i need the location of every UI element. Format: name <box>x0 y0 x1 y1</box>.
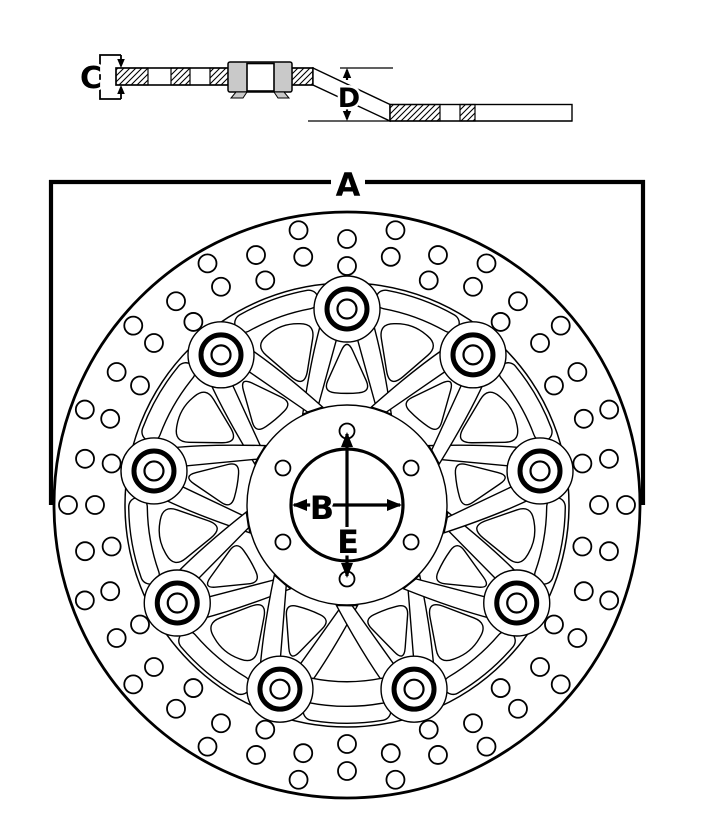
float-button-hole <box>507 594 526 613</box>
drill-hole <box>294 248 312 266</box>
drill-hole <box>429 246 447 264</box>
drill-hole <box>184 679 202 697</box>
drill-hole <box>76 542 94 560</box>
drill-hole <box>573 538 591 556</box>
drill-hole <box>247 746 265 764</box>
drill-hole <box>338 762 356 780</box>
drill-hole <box>464 278 482 296</box>
drill-hole <box>382 248 400 266</box>
drill-hole <box>573 455 591 473</box>
drill-hole <box>575 410 593 428</box>
drill-hole <box>199 254 217 272</box>
drill-hole <box>59 496 77 514</box>
dim-label-e: E <box>337 523 359 561</box>
rivet-foot <box>274 92 289 98</box>
drill-hole <box>338 230 356 248</box>
drill-hole <box>212 714 230 732</box>
bolt-hole <box>275 535 290 550</box>
drill-hole <box>492 313 510 331</box>
dim-label-a: A <box>335 166 361 204</box>
cross-section-view <box>80 55 572 121</box>
drill-hole <box>552 675 570 693</box>
drill-hole <box>617 496 635 514</box>
drill-hole <box>492 679 510 697</box>
float-button-hole <box>405 680 424 699</box>
hatch-segment <box>460 105 475 122</box>
bolt-hole <box>404 535 419 550</box>
hatch-segment <box>210 68 228 85</box>
bolt-hole <box>275 461 290 476</box>
drill-hole <box>420 721 438 739</box>
drill-hole <box>568 629 586 647</box>
drill-hole <box>145 658 163 676</box>
drill-hole <box>382 744 400 762</box>
drill-hole <box>167 700 185 718</box>
arrowhead-icon <box>117 85 125 94</box>
drill-hole <box>131 377 149 395</box>
drill-hole <box>290 771 308 789</box>
drill-hole <box>338 735 356 753</box>
drill-hole <box>199 738 217 756</box>
rivet-foot <box>231 92 247 98</box>
drill-hole <box>478 254 496 272</box>
drill-hole <box>509 292 527 310</box>
drill-hole <box>101 410 119 428</box>
drill-hole <box>509 700 527 718</box>
drill-hole <box>108 363 126 381</box>
drill-hole <box>76 450 94 468</box>
drill-hole <box>552 317 570 335</box>
arrowhead-icon <box>117 59 125 68</box>
drill-hole <box>101 582 119 600</box>
arrowhead-icon <box>343 68 351 78</box>
drill-hole <box>531 334 549 352</box>
hatch-segment <box>292 68 313 85</box>
carrier-slot <box>313 711 382 714</box>
drill-hole <box>131 616 149 634</box>
bolt-hole <box>404 461 419 476</box>
drill-hole <box>76 591 94 609</box>
drill-hole <box>531 658 549 676</box>
float-button-hole <box>338 300 357 319</box>
rivet-bore <box>247 64 274 92</box>
float-button-hole <box>531 461 550 480</box>
drill-hole <box>429 746 447 764</box>
drill-hole <box>290 221 308 239</box>
float-button-hole <box>168 594 187 613</box>
drill-hole <box>386 771 404 789</box>
front-view <box>49 166 645 798</box>
drill-hole <box>76 401 94 419</box>
float-button-hole <box>463 345 482 364</box>
float-button-hole <box>270 680 289 699</box>
hatch-segment <box>390 105 440 122</box>
hatch-segment <box>171 68 190 85</box>
drill-hole <box>124 675 142 693</box>
drill-hole <box>600 591 618 609</box>
dim-label-d: D <box>337 83 361 114</box>
drill-hole <box>545 377 563 395</box>
drill-hole <box>167 292 185 310</box>
drill-hole <box>145 334 163 352</box>
drill-hole <box>184 313 202 331</box>
drill-hole <box>103 455 121 473</box>
drill-hole <box>545 616 563 634</box>
drill-hole <box>464 714 482 732</box>
drill-hole <box>600 450 618 468</box>
drill-hole <box>600 401 618 419</box>
drill-hole <box>247 246 265 264</box>
drill-hole <box>478 738 496 756</box>
drill-hole <box>590 496 608 514</box>
drill-hole <box>600 542 618 560</box>
drill-hole <box>212 278 230 296</box>
float-button-hole <box>144 461 163 480</box>
drill-hole <box>575 582 593 600</box>
dim-label-c: C <box>79 61 103 96</box>
drill-hole <box>124 317 142 335</box>
carrier-slot-bottom <box>309 690 384 694</box>
drill-hole <box>568 363 586 381</box>
drill-hole <box>386 221 404 239</box>
dim-label-b: B <box>309 489 335 527</box>
drill-hole <box>256 721 274 739</box>
drill-hole <box>420 271 438 289</box>
drill-hole <box>338 257 356 275</box>
drill-hole <box>108 629 126 647</box>
drill-hole <box>103 538 121 556</box>
drill-hole <box>294 744 312 762</box>
float-button-hole <box>212 345 231 364</box>
drill-hole <box>86 496 104 514</box>
hatch-segment <box>116 68 148 85</box>
drill-hole <box>256 271 274 289</box>
dimension-D <box>338 68 360 121</box>
